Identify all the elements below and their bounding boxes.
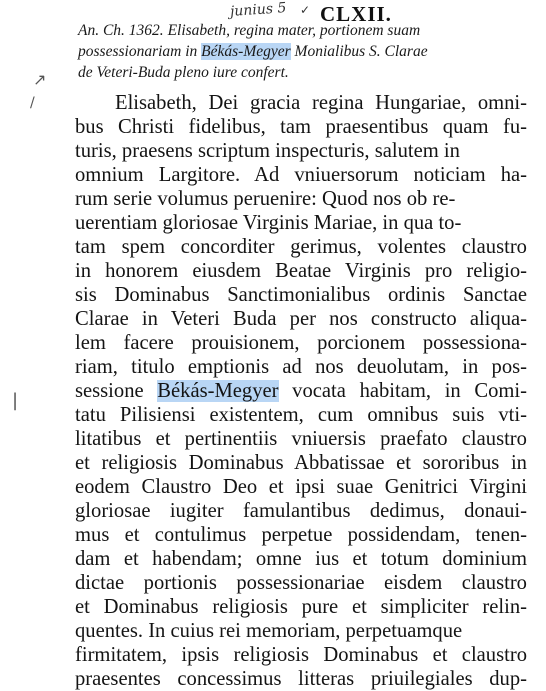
body-line: in honorem eiusdem Beatae Virginis pro religio-	[75, 260, 527, 282]
chapter-number: CLXII.	[320, 2, 392, 26]
body-line: dictae portionis possessionariae eisdem claustro	[75, 572, 527, 594]
handwritten-tick-mark: ✓	[300, 3, 311, 17]
body-line: Elisabeth, Dei gracia regina Hungariae, omni-	[115, 92, 528, 114]
body-line: firmitatem, ipsis religiosis Dominabus et claustro	[75, 644, 527, 666]
summary-line-3: de Veteri-Buda pleno iure confert.	[78, 64, 289, 81]
body-line: sessione Békás-Megyer vocata habitam, in Comi-	[75, 380, 527, 402]
body-line: bus Christi fidelibus, tam praesentibus quam fu-	[75, 116, 527, 138]
margin-mark-left: ↗	[33, 70, 47, 89]
body-line: sis Dominabus Sanctimonialibus ordinis Sanctae	[75, 284, 527, 306]
summary-line-2: possessionariam in Békás-Megyer Monialibus S. Clarae	[78, 43, 428, 60]
summary-date: An. Ch. 1362.	[78, 22, 164, 39]
body-line: gloriosae iugiter famulantibus dedimus, donaui-	[75, 500, 528, 522]
margin-mark-left-stroke: /	[30, 95, 35, 111]
body-line: riam, titulo emptionis ad nos deuolutam, in pos-	[75, 356, 528, 378]
body-line: turis, praesens scriptum inspecturis, salutem in	[75, 140, 460, 162]
body-line: et religiosis Dominabus Abbatissae et sororibus in	[75, 452, 527, 474]
highlighted-place-name: Békás-Megyer	[201, 43, 291, 60]
highlighted-place-name: Békás-Megyer	[157, 380, 279, 402]
body-line: praesentes concessimus litteras priuilegiales dup-	[75, 668, 527, 690]
summary-line-1	[78, 20, 526, 41]
document-body	[75, 91, 527, 691]
margin-mark-left-stroke-lower: |	[12, 390, 19, 411]
body-line: eodem Claustro Deo et ipsi suae Genitrici Virgini	[75, 476, 528, 498]
body-line: litatibus et pertinentiis vniuersis praefato claustro	[75, 428, 527, 450]
body-line: omnium Largitore. Ad vniuersorum noticiam ha-	[75, 164, 528, 186]
body-line: Clarae in Veteri Buda per nos constructo aliqua-	[75, 308, 527, 330]
summary-line-1-text: Elisabeth, regina mater, portionem suam	[163, 22, 421, 39]
body-line: tatu Pilisiensi existentem, cum omnibus suis vti-	[75, 404, 527, 426]
body-line: uerentiam gloriosae Virginis Mariae, in qua to-	[75, 212, 462, 234]
body-line: dam et habendam; omne ius et totum dominium	[75, 548, 527, 570]
body-line: quentes. In cuius rei memoriam, perpetuamque	[75, 620, 463, 642]
document-summary	[78, 20, 526, 83]
body-line: et Dominabus religiosis pure et simpliciter relin-	[75, 596, 528, 618]
body-line: rum serie volumus peruenire: Quod nos ob re-	[75, 188, 456, 210]
body-line: tam spem concorditer gerimus, volentes claustro	[75, 236, 527, 258]
handwritten-note: junius 5	[229, 0, 287, 20]
body-line: lem facere prouisionem, porcionem possessiona-	[75, 332, 527, 354]
body-line: mus et contulimus perpetue possidendam, tenen-	[75, 524, 527, 546]
